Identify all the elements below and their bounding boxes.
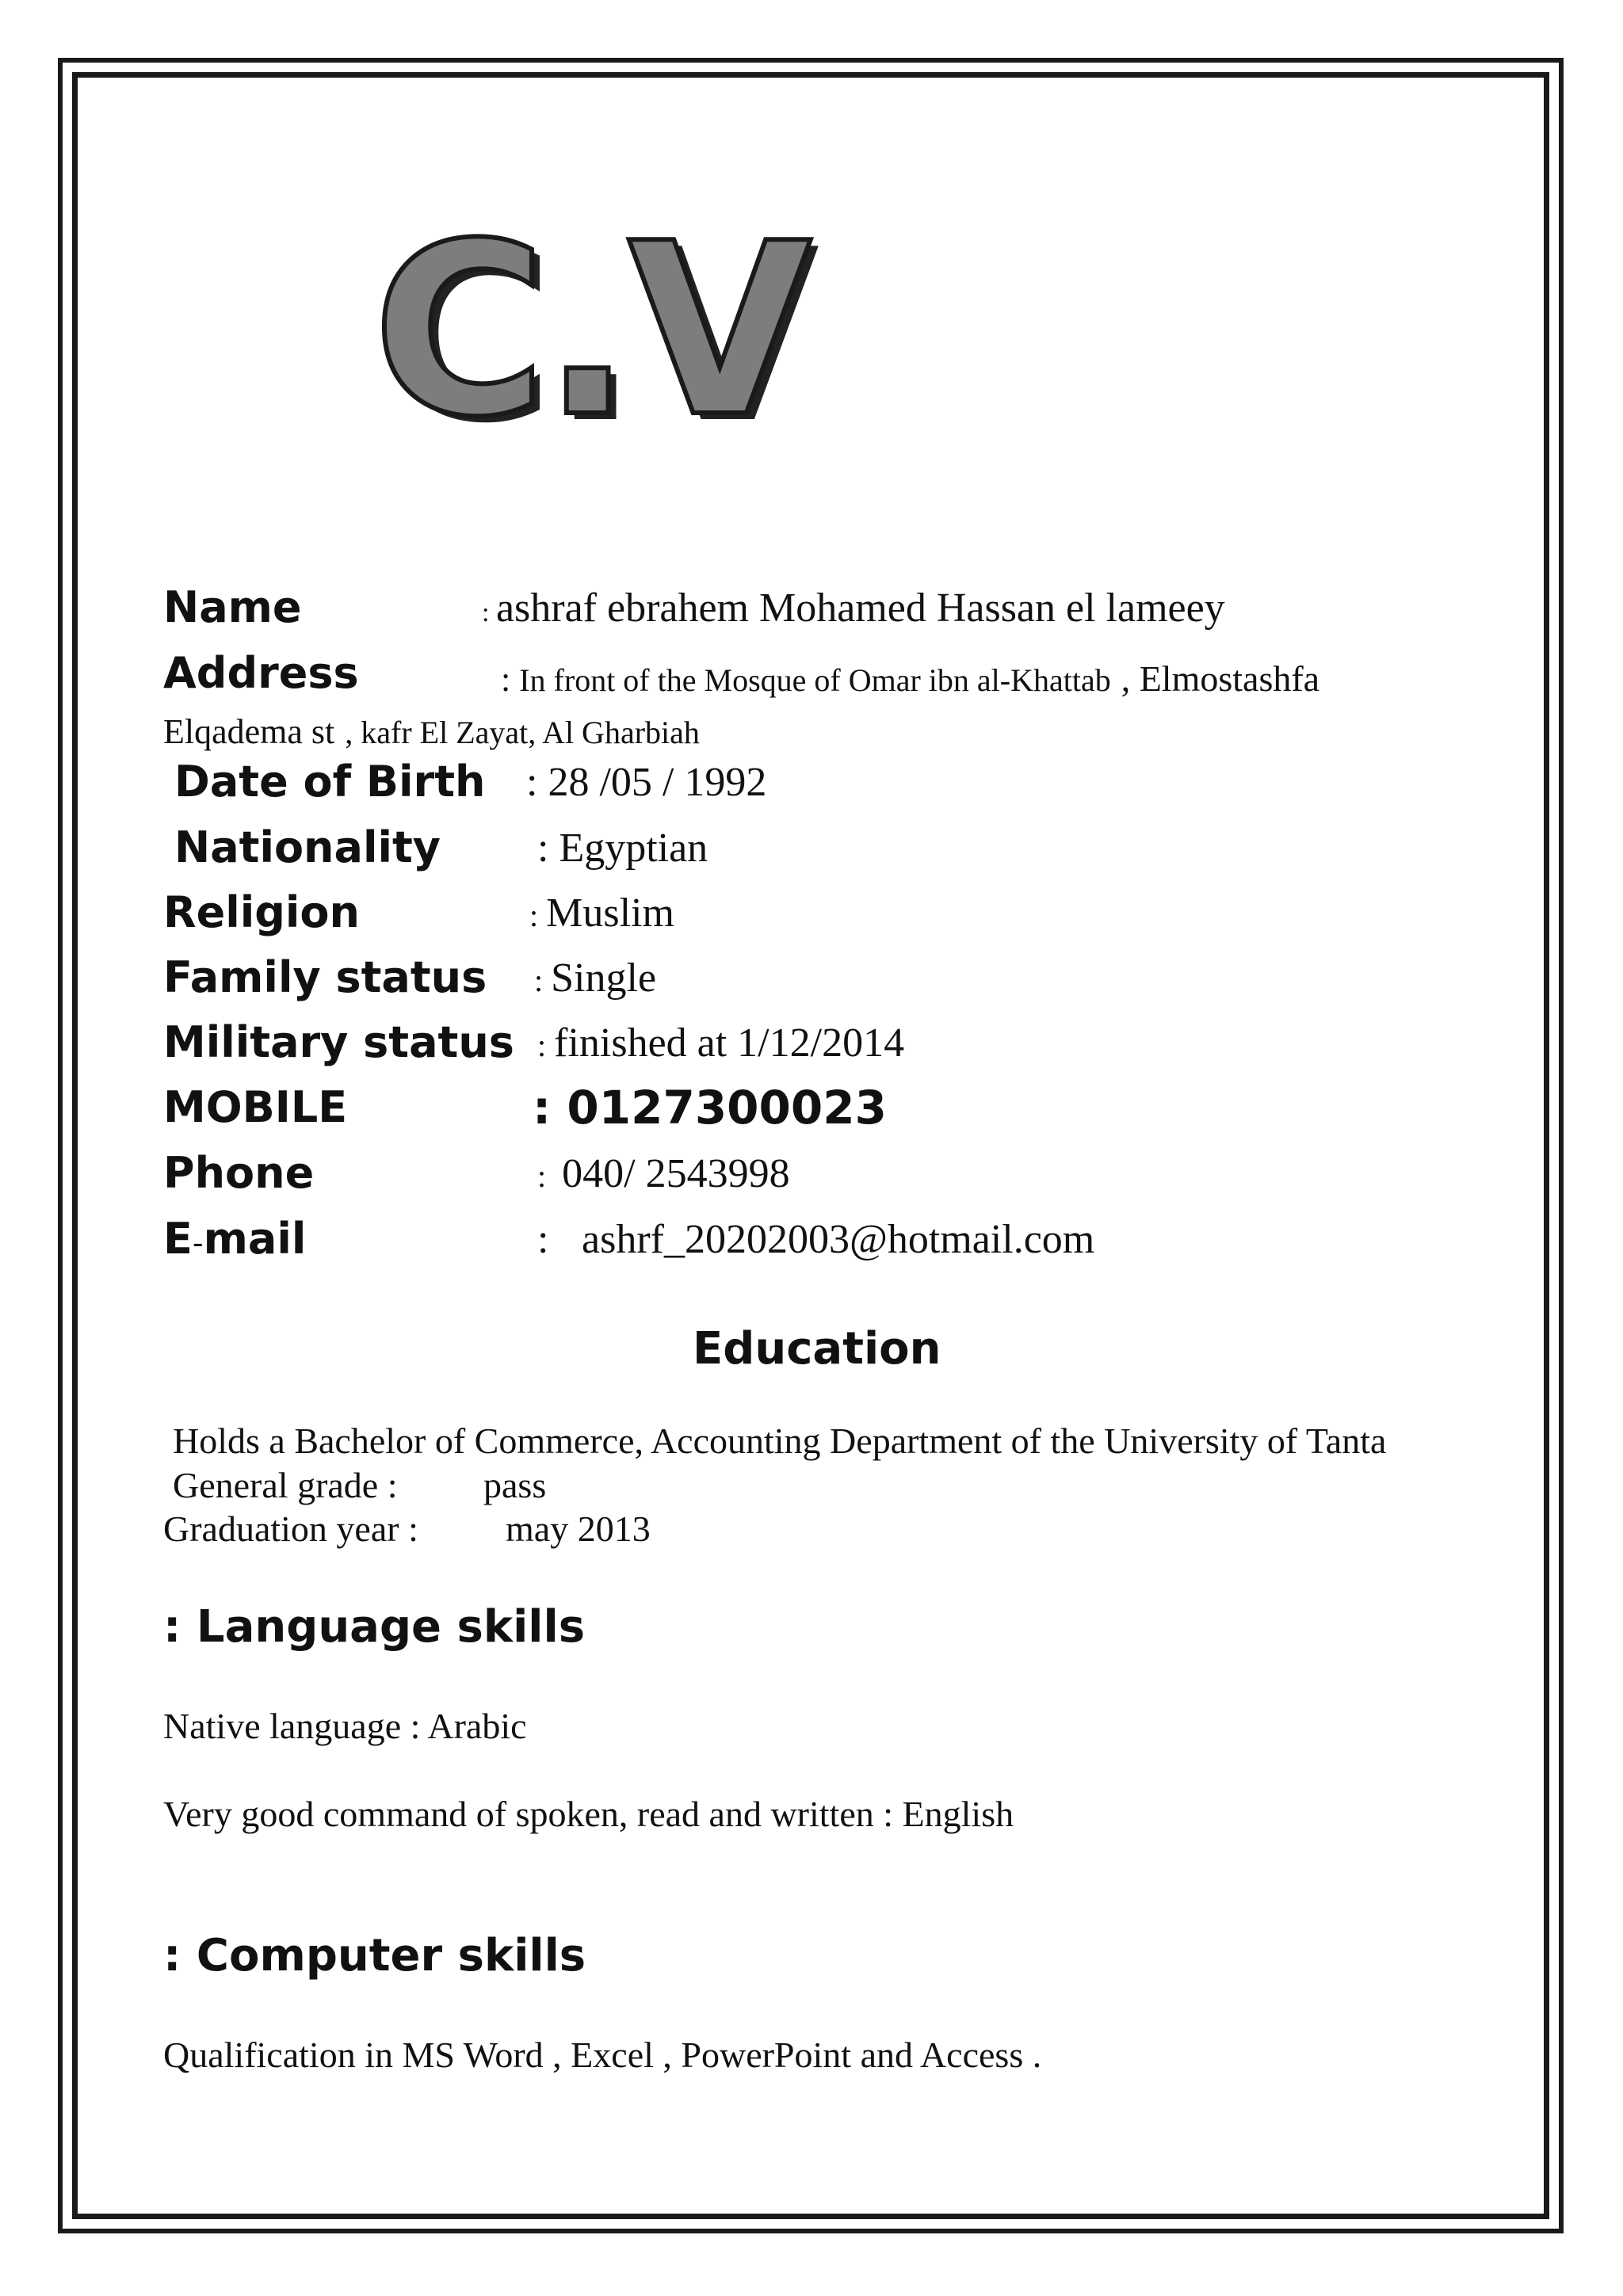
email-label: E-mail <box>163 1214 307 1264</box>
computer-skills-heading: : Computer skills <box>163 1930 586 1981</box>
phone-label: Phone <box>163 1148 315 1198</box>
computer-skills-text: Qualification in MS Word , Excel , PowerPoint and Access . <box>163 2035 1042 2075</box>
dob-value: : 28 /05 / 1992 <box>526 760 767 805</box>
address-value-line1: : In front of the Mosque of Omar ibn al-Khattab , Elmostashfa <box>501 658 1320 699</box>
mobile-value: : 0127300023 <box>533 1081 887 1135</box>
dob-label: Date of Birth <box>174 757 486 807</box>
english-language: Very good command of spoken, read and written : English <box>163 1794 1014 1834</box>
page-border-inner <box>72 72 1549 2219</box>
email-colon: : <box>537 1217 549 1262</box>
education-grade-label: General grade : <box>173 1465 398 1505</box>
education-degree: Holds a Bachelor of Commerce, Accounting Department of the University of Tanta <box>173 1421 1387 1461</box>
education-heading: Education <box>693 1323 941 1375</box>
address-label: Address <box>163 648 359 698</box>
nationality-value: : Egyptian <box>537 826 708 871</box>
address-value-line2: Elqadema st , kafr El Zayat, Al Gharbiah <box>163 712 700 751</box>
family-status-value: : Single <box>534 955 657 1001</box>
religion-label: Religion <box>163 887 360 937</box>
military-status-value: : finished at 1/12/2014 <box>537 1020 905 1066</box>
phone-value: : 040/ 2543998 <box>537 1151 790 1196</box>
name-label: Name <box>163 582 302 632</box>
nationality-label: Nationality <box>174 822 441 872</box>
name-value: : ashraf ebrahem Mohamed Hassan el lameey <box>482 585 1225 631</box>
military-status-label: Military status <box>163 1017 514 1067</box>
native-language: Native language : Arabic <box>163 1706 527 1746</box>
mobile-label: MOBILE <box>163 1082 348 1132</box>
family-status-label: Family status <box>163 952 487 1002</box>
education-year-label: Graduation year : <box>163 1508 418 1549</box>
religion-value: : Muslim <box>529 891 674 936</box>
language-skills-heading: : Language skills <box>163 1601 586 1653</box>
cv-title: C.V <box>372 193 808 469</box>
education-grade-value: pass <box>483 1465 547 1505</box>
education-year-value: may 2013 <box>506 1508 651 1549</box>
email-value: ashrf_20202003@hotmail.com <box>582 1217 1095 1262</box>
